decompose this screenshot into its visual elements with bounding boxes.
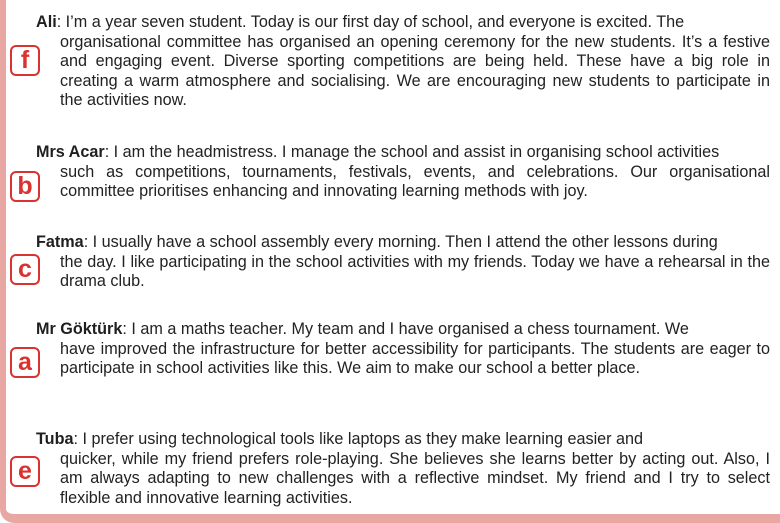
entry-text-rest: quicker, while my friend prefers role-playing. She believes she learns better by acting out. Also, I am always adapting to new challenges with a reflective mindset. My friend and I try to select flexible and innovative learning activities. — [60, 449, 770, 507]
entry-first-line — [36, 13, 770, 33]
entry-first-line — [36, 320, 770, 340]
entry-paragraph — [36, 320, 770, 379]
entry-paragraph — [36, 143, 770, 202]
entry-paragraph — [36, 233, 770, 292]
entry-text-start: : I am a maths teacher. My team and I have organised a chess tournament. We — [122, 320, 689, 338]
entry-text-rest: have improved the infrastructure for better accessibility for participants. The students are eager to participate in school activities like this. We aim to make our school a better place. — [60, 339, 770, 377]
answer-letter-box: e — [10, 456, 40, 487]
answer-letter-box: b — [10, 171, 40, 202]
entry-paragraph — [36, 430, 770, 508]
speaker-name: Mr Göktürk — [36, 320, 123, 338]
entry-text-start: : I am the headmistress. I manage the school and assist in organising school activities — [104, 143, 720, 161]
entry-first-line — [36, 143, 770, 163]
entry-text-start: : I prefer using technological tools like laptops as they make learning easier and — [73, 430, 644, 448]
entry-first-line — [36, 430, 770, 450]
speaker-name: Fatma — [36, 233, 84, 251]
entry-text-rest: organisational committee has organised an opening ceremony for the new students. It’s a festive and engaging event. Diverse sporting competitions are being held. These have a big role in creating a warm atmosphere and socialising. We are encouraging new students to participate in the activities now. — [60, 32, 770, 109]
speaker-name: Mrs Acar — [36, 143, 105, 161]
answer-letter-box: a — [10, 347, 40, 378]
answer-letter-box: c — [10, 254, 40, 285]
entry-first-line — [36, 233, 770, 253]
entry-text-rest: the day. I like participating in the school activities with my friends. Today we have a rehearsal in the drama club. — [60, 252, 770, 290]
entry-text-rest: such as competitions, tournaments, festivals, events, and celebrations. Our organisational committee prioritises enhancing and innovating learning methods with joy. — [60, 162, 770, 200]
entry-text-start: : I’m a year seven student. Today is our first day of school, and everyone is excited. The — [56, 13, 685, 31]
entry-text-start: : I usually have a school assembly every morning. Then I attend the other lessons during — [83, 233, 718, 251]
speaker-name: Ali — [36, 13, 57, 31]
answer-letter-box: f — [10, 45, 40, 76]
entry-paragraph — [36, 13, 770, 111]
speaker-name: Tuba — [36, 430, 74, 448]
